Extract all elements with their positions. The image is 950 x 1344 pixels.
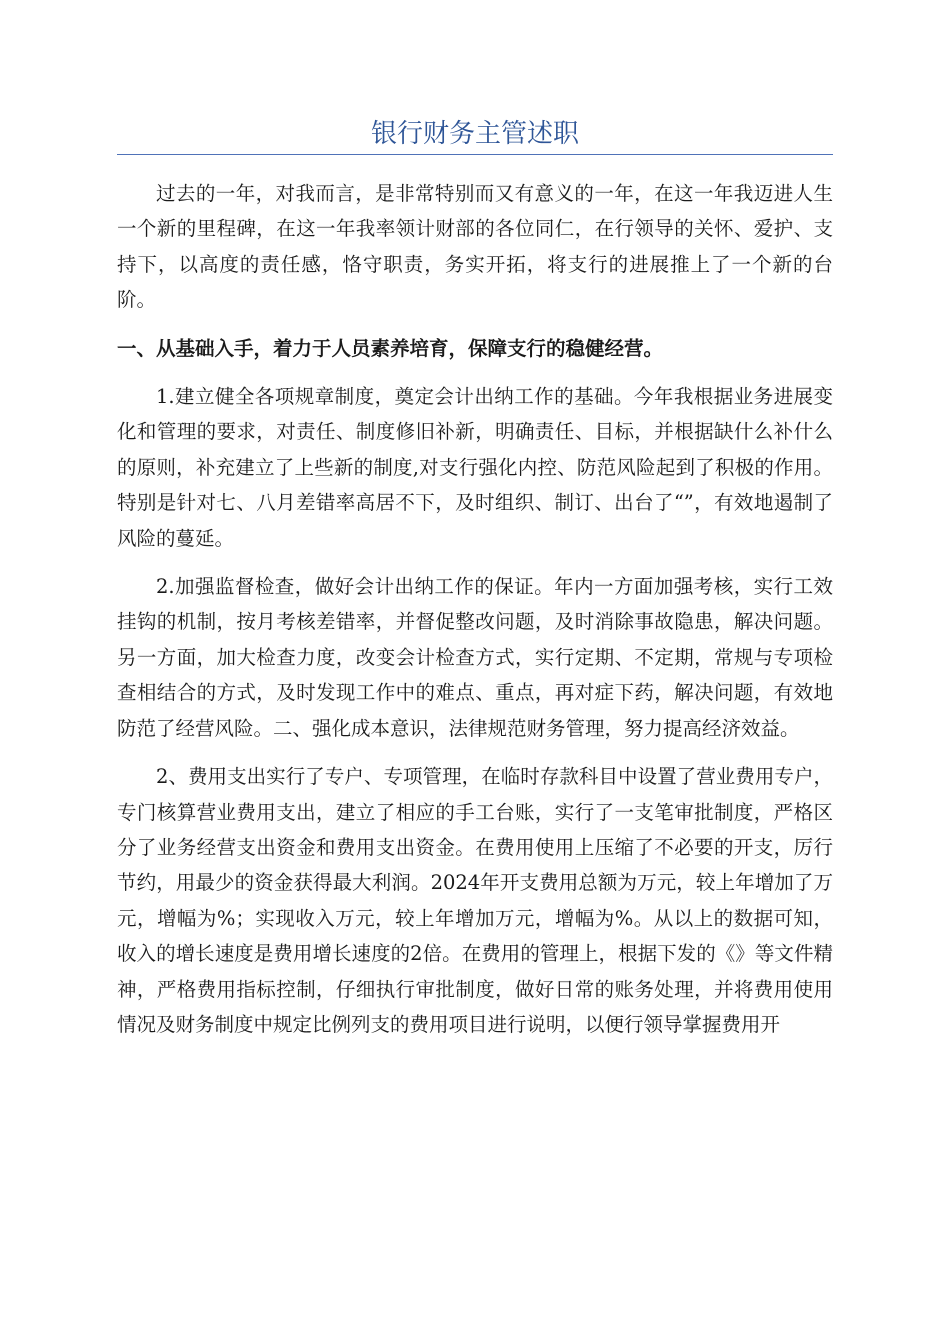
document-body	[117, 176, 833, 1055]
title-divider	[117, 154, 833, 155]
paragraph-rules: 1.建立健全各项规章制度，奠定会计出纳工作的基础。今年我根据业务进展变化和管理的要求，对责任、制度修旧补新，明确责任、目标，并根据缺什么补什么的原则，补充建立了上些新的制度,对支行强化内控、防范风险起到了积极的作用。特别是针对七、八月差错率高居不下，及时组织、制订、出台了“”，有效地遏制了风险的蔓延。	[117, 385, 833, 550]
document-title: 银行财务主管述职	[370, 119, 579, 149]
paragraph-expenses: 2、费用支出实行了专户、专项管理，在临时存款科目中设置了营业费用专户，专门核算营业费用支出，建立了相应的手工台账，实行了一支笔审批制度，严格区分了业务经营支出资金和费用支出资金。在费用使用上压缩了不必要的开支，厉行节约，用最少的资金获得最大利润。2024年开支费用总额为万元，较上年增加了万元，增幅为%；实现收入万元，较上年增加万元，增幅为%。从以上的数据可知，收入的增长速度是费用增长速度的2倍。在费用的管理上，根据下发的《》等文件精神，严格费用指标控制，仔细执行审批制度，做好日常的账务处理，并将费用使用情况及财务制度中规定比例列支的费用项目进行说明，以便行领导掌握费用开	[117, 765, 833, 1036]
paragraph-intro: 过去的一年，对我而言，是非常特别而又有意义的一年，在这一年我迈进人生一个新的里程碑，在这一年我率领计财部的各位同仁，在行领导的关怀、爱护、支持下，以高度的责任感，恪守职责，务实开拓，将支行的进展推上了一个新的台阶。	[117, 182, 833, 312]
section-heading-1: 一、从基础入手，着力于人员素养培育，保障支行的稳健经营。	[117, 336, 664, 360]
paragraph-supervision: 2.加强监督检查，做好会计出纳工作的保证。年内一方面加强考核，实行工效挂钩的机制，按月考核差错率，并督促整改问题，及时消除事故隐患，解决问题。另一方面，加大检查力度，改变会计检查方式，实行定期、不定期，常规与专项检查相结合的方式，及时发现工作中的难点、重点，再对症下药，解决问题，有效地防范了经营风险。二、强化成本意识，法律规范财务管理，努力提高经济效益。	[117, 575, 833, 740]
